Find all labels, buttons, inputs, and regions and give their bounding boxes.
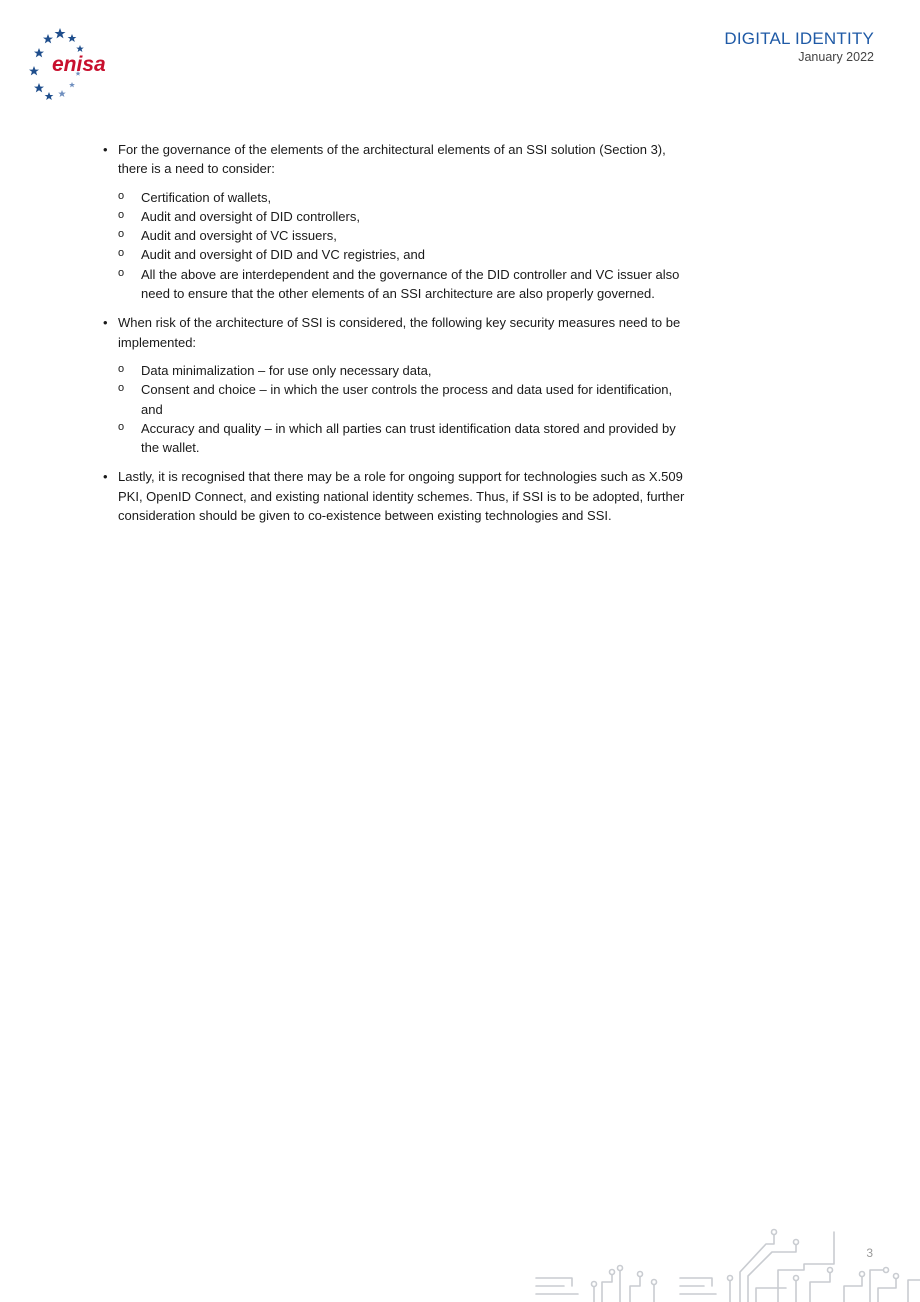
list-item: [100, 140, 690, 303]
bullet-text: For the governance of the elements of the architectural elements of an SSI solution (Section 3), there is a need to consider:: [118, 142, 666, 177]
enisa-wordmark: enisa: [52, 53, 106, 76]
circuit-decoration-icon: [534, 1224, 920, 1302]
document-date: January 2022: [798, 50, 874, 64]
sub-list-item: o All the above are interdependent and the governance of the DID controller and VC issuer also need to ensure that the other elements of an SSI architecture are also properly governed.: [118, 265, 690, 304]
sub-list-item: o Audit and oversight of DID and VC registries, and: [118, 245, 690, 264]
bullet-text: Lastly, it is recognised that there may be a role for ongoing support for technologies such as X.509 PKI, OpenID Connect, and existing national identity schemes. Thus, if SSI is to be adopted, further consideration should be given to co-existence between existing technologies and SSI.: [118, 469, 685, 524]
bullet-text: When risk of the architecture of SSI is considered, the following key security measures need to be implemented:: [118, 315, 681, 350]
list-item: [100, 467, 690, 525]
enisa-logo: [28, 26, 118, 106]
page-number: 3: [866, 1246, 873, 1260]
document-header: [724, 29, 874, 64]
bullet-list: [100, 140, 690, 525]
sub-list: [118, 361, 690, 457]
page-body: [100, 140, 690, 535]
sub-list-item: o Consent and choice – in which the user controls the process and data used for identification, and: [118, 380, 690, 419]
sub-list-item: o Data minimalization – for use only necessary data,: [118, 361, 690, 380]
sub-list: [118, 188, 690, 304]
sub-list-item: o Audit and oversight of DID controllers,: [118, 207, 690, 226]
sub-list-item: o Audit and oversight of VC issuers,: [118, 226, 690, 245]
sub-list-item: o Certification of wallets,: [118, 188, 690, 207]
document-title: DIGITAL IDENTITY: [724, 29, 874, 48]
list-item: [100, 313, 690, 457]
sub-list-item: o Accuracy and quality – in which all parties can trust identification data stored and provided by the wallet.: [118, 419, 690, 458]
